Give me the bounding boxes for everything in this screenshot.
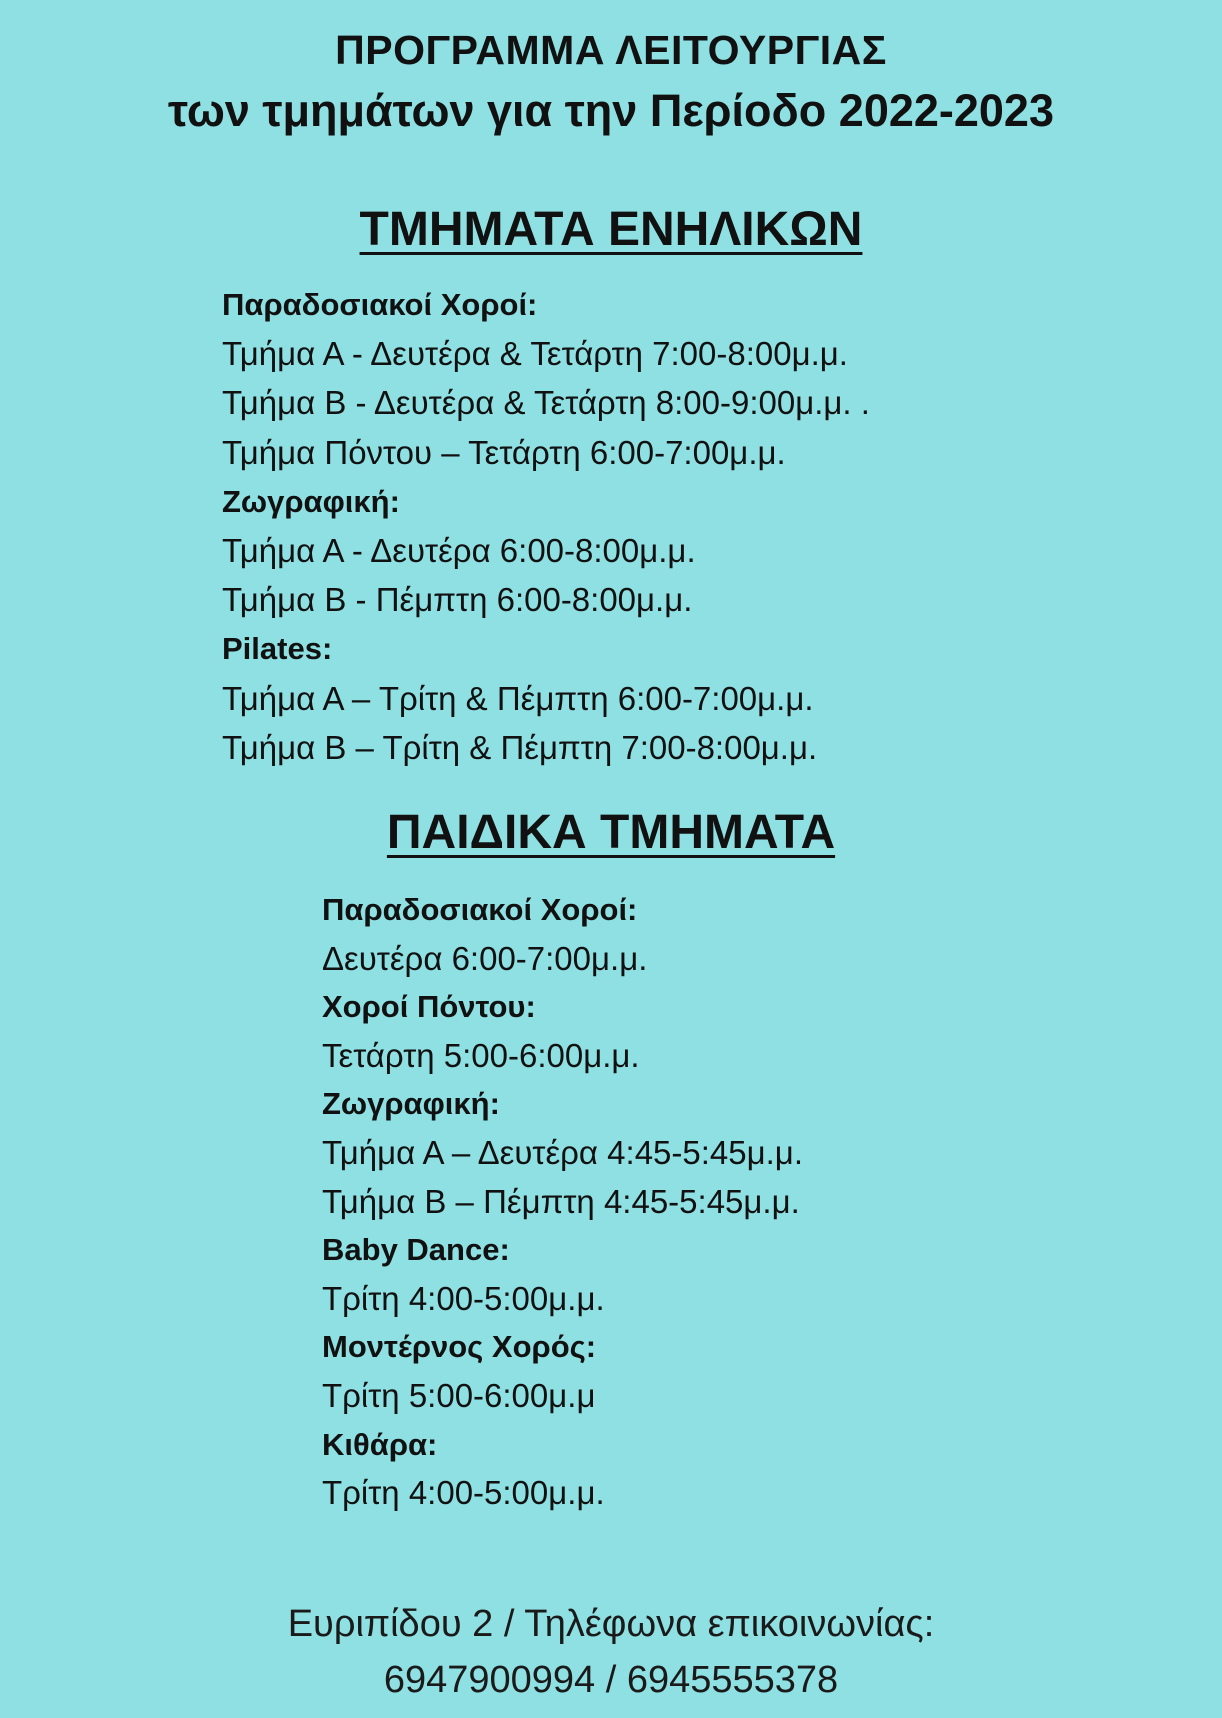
category-heading: Χοροί Πόντου: — [322, 989, 536, 1025]
category-heading: Παραδοσιακοί Χοροί: — [222, 287, 538, 322]
contact-info — [0, 1596, 1222, 1708]
schedule-entry: Τμήμα Β - Πέμπτη 6:00-8:00μ.μ. — [222, 581, 693, 619]
schedule-entry: Τρίτη 5:00-6:00μ.μ — [322, 1376, 596, 1414]
category-heading: Κιθάρα: — [322, 1426, 438, 1462]
title-line-2: των τμημάτων για την Περίοδο 2022-2023 — [167, 85, 1054, 136]
category-heading: Ζωγραφική: — [322, 1086, 500, 1122]
schedule-entry: Τμήμα Β - Δευτέρα & Τετάρτη 8:00-9:00μ.μ. . — [222, 384, 870, 422]
schedule-entry: Τρίτη 4:00-5:00μ.μ. — [322, 1279, 605, 1317]
category-heading: Pilates: — [222, 631, 333, 667]
contact-phones-line: 6947900994 / 6945555378 — [383, 1659, 839, 1701]
schedule-entry: Τμήμα Α – Δευτέρα 4:45-5:45μ.μ. — [322, 1133, 803, 1171]
schedule-entry: Τμήμα Α - Δευτέρα 6:00-8:00μ.μ. — [222, 531, 696, 569]
schedule-entry: Τμήμα Β – Πέμπτη 4:45-5:45μ.μ. — [322, 1182, 800, 1220]
adults-schedule-list — [222, 280, 870, 772]
kids-schedule-list — [322, 886, 803, 1518]
schedule-entry: Τρίτη 4:00-5:00μ.μ. — [322, 1474, 605, 1512]
poster-title — [0, 22, 1222, 144]
category-heading: Baby Dance: — [322, 1232, 510, 1268]
title-line-1: ΠΡΟΓΡΑΜΜΑ ΛΕΙΤΟΥΡΓΙΑΣ — [335, 27, 887, 73]
category-heading: Μοντέρνος Χορός: — [322, 1329, 597, 1365]
schedule-entry: Τμήμα Α - Δευτέρα & Τετάρτη 7:00-8:00μ.μ. — [222, 335, 848, 373]
category-heading: Παραδοσιακοί Χοροί: — [322, 892, 638, 927]
category-heading: Ζωγραφική: — [222, 483, 400, 519]
adults-heading-text: ΤΜΗΜΑΤΑ ΕΝΗΛΙΚΩΝ — [359, 203, 863, 256]
schedule-entry: Τετάρτη 5:00-6:00μ.μ. — [322, 1036, 640, 1074]
schedule-entry: Δευτέρα 6:00-7:00μ.μ. — [322, 939, 648, 977]
adults-section-heading — [0, 200, 1222, 260]
kids-section-heading — [0, 803, 1222, 863]
kids-heading-text: ΠΑΙΔΙΚΑ ΤΜΗΜΑΤΑ — [386, 806, 836, 859]
contact-address-line: Ευριπίδου 2 / Τηλέφωνα επικοινωνίας: — [287, 1603, 935, 1645]
schedule-entry: Τμήμα Α – Τρίτη & Πέμπτη 6:00-7:00μ.μ. — [222, 679, 814, 717]
schedule-entry: Τμήμα Πόντου – Τετάρτη 6:00-7:00μ.μ. — [222, 433, 786, 471]
schedule-entry: Τμήμα Β – Τρίτη & Πέμπτη 7:00-8:00μ.μ. — [222, 728, 818, 766]
